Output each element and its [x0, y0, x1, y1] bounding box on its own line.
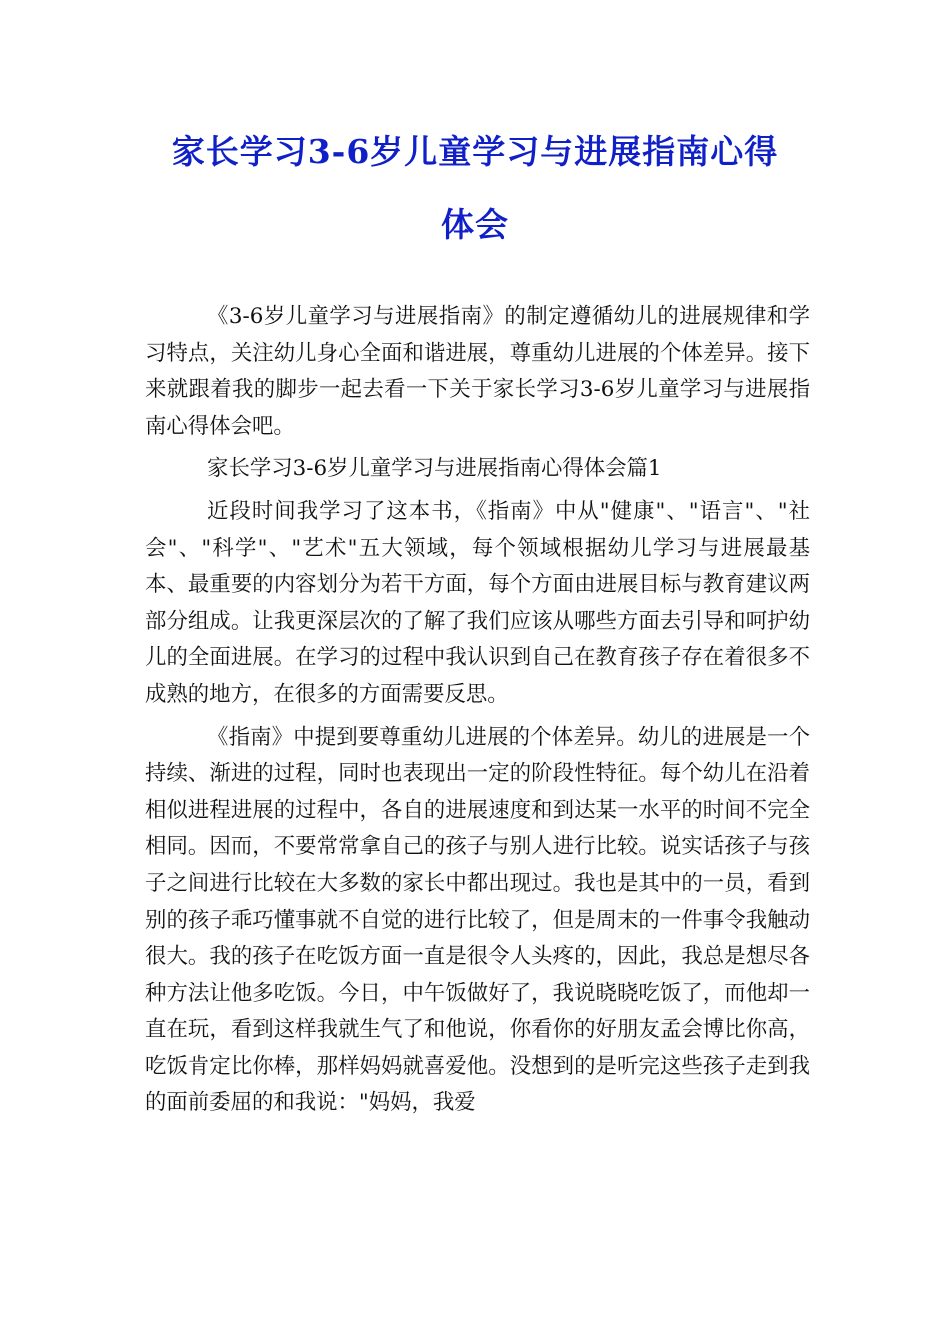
section-heading: 家长学习3-6岁儿童学习与进展指南心得体会篇1 [207, 456, 662, 482]
intro-paragraph: 《3-6岁儿童学习与进展指南》的制定遵循幼儿的进展规律和学习特点，关注幼儿身心全面和谐进展，尊重幼儿进展的个体差异。接下来就跟着我的脚步一起去看一下关于家长学习3-6岁儿童学习与进展指南心得体会吧。 [145, 304, 810, 439]
body-paragraph-1: 近段时间我学习了这本书，《指南》中从"健康"、"语言"、"社会"、"科学"、"艺术"五大领域，每个领域根据幼儿学习与进展最基本、最重要的内容划分为若干方面，每个方面由进展目标与教育建议两部分组成。让我更深层次的了解了我们应该从哪些方面去引导和呵护幼儿的全面进展。在学习的过程中我认识到自己在教育孩子存在着很多不成熟的地方，在很多的方面需要反思。 [145, 498, 810, 707]
body-paragraph-2: 《指南》中提到要尊重幼儿进展的个体差异。幼儿的进展是一个持续、渐进的过程，同时也表现出一定的阶段性特征。每个幼儿在沿着相似进程进展的过程中，各自的进展速度和到达某一水平的时间不完全相同。因而，不要常常拿自己的孩子与别人进行比较。说实话孩子与孩子之间进行比较在大多数的家长中都出现过。我也是其中的一员，看到别的孩子乖巧懂事就不自觉的进行比较了，但是周末的一件事令我触动很大。我的孩子在吃饭方面一直是很令人头疼的，因此，我总是想尽各种方法让他多吃饭。今日，中午饭做好了，我说晓晓吃饭了，而他却一直在玩，看到这样我就生气了和他说，你看你的好朋友孟会博比你高，吃饭肯定比你棒，那样妈妈就喜爱他。没想到的是听完这些孩子走到我的面前委屈的和我说："妈妈，我爱 [145, 724, 810, 1116]
document-body [145, 299, 810, 1122]
document-title-line-1: 家长学习3-6岁儿童学习与进展指南心得 [171, 132, 779, 171]
document-title-line-2: 体会 [441, 205, 509, 244]
